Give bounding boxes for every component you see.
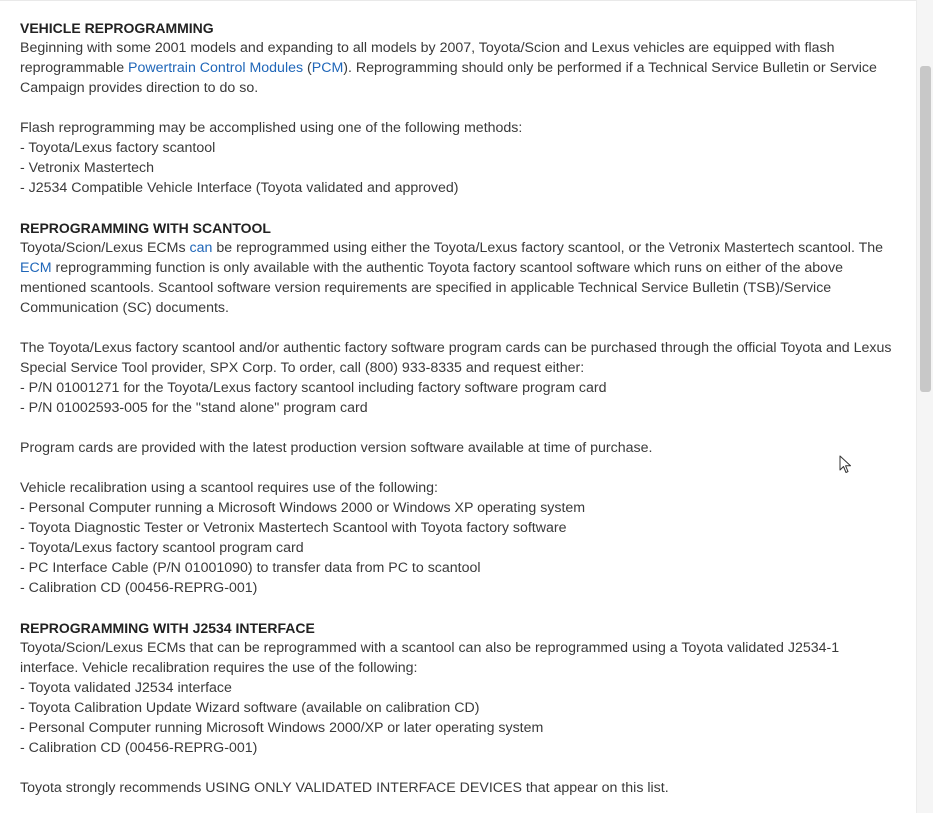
- heading-reprogramming-with-scantool: REPROGRAMMING WITH SCANTOOL: [20, 220, 271, 236]
- link-can[interactable]: can: [189, 240, 213, 256]
- link-powertrain-control-modules[interactable]: Powertrain Control Modules: [128, 60, 304, 76]
- list-item: - Toyota Calibration Update Wizard software (available on calibration CD): [20, 700, 480, 716]
- methods-intro: Flash reprogramming may be accomplished using one of the following methods:: [20, 120, 523, 136]
- list-item: - Toyota/Lexus factory scantool program card: [20, 540, 304, 556]
- paragraph-recommendation: Toyota strongly recommends USING ONLY VALIDATED INTERFACE DEVICES that appear on this list.: [20, 780, 669, 796]
- paragraph-intro: [20, 38, 900, 98]
- document-body: [0, 1, 900, 798]
- text-segment: (: [303, 60, 312, 76]
- list-item: - J2534 Compatible Vehicle Interface (Toyota validated and approved): [20, 180, 459, 196]
- list-item: - Calibration CD (00456-REPRG-001): [20, 740, 258, 756]
- text-segment: be reprogrammed using either the Toyota/Lexus factory scantool, or the Vetronix Mastertech scantool. The: [212, 240, 884, 256]
- heading-vehicle-reprogramming: VEHICLE REPROGRAMMING: [20, 20, 214, 36]
- paragraph-j2534: Toyota/Scion/Lexus ECMs that can be reprogrammed with a scantool can also be reprogrammed using a Toyota validated J2534-1 interface. Vehicle recalibration requires the use of the following:: [20, 640, 840, 676]
- scrollbar-thumb[interactable]: [920, 66, 931, 392]
- list-item: - Personal Computer running a Microsoft Windows 2000 or Windows XP operating system: [20, 500, 586, 516]
- list-item: - Toyota/Lexus factory scantool: [20, 140, 216, 156]
- vertical-scrollbar[interactable]: [916, 0, 933, 813]
- list-item: - Toyota Diagnostic Tester or Vetronix Mastertech Scantool with Toyota factory software: [20, 520, 567, 536]
- text-segment: Beginning with some 2001 models and expanding to all models by 2007, Toyota/Scion and Lexus vehicles are equipped with flash reprogrammable: [20, 40, 835, 76]
- list-item: - Toyota validated J2534 interface: [20, 680, 232, 696]
- list-item: - Calibration CD (00456-REPRG-001): [20, 580, 258, 596]
- heading-reprogramming-with-j2534: REPROGRAMMING WITH J2534 INTERFACE: [20, 620, 315, 636]
- link-ecm[interactable]: ECM: [20, 260, 52, 276]
- list-item: - Vetronix Mastertech: [20, 160, 155, 176]
- mouse-pointer-icon: [839, 455, 853, 475]
- text-segment: Toyota/Scion/Lexus ECMs: [20, 240, 190, 256]
- recalibration-intro: Vehicle recalibration using a scantool requires use of the following:: [20, 480, 438, 496]
- list-item: - P/N 01001271 for the Toyota/Lexus factory scantool including factory software program card: [20, 380, 607, 396]
- list-item: - PC Interface Cable (P/N 01001090) to transfer data from PC to scantool: [20, 560, 481, 576]
- text-segment: reprogramming function is only available with the authentic Toyota factory scantool software which runs on either of the above mentioned scantools. Scantool software version requirements are specified in applicable Technical Service Bulletin (TSB)/Service Communication (SC) documents.: [20, 260, 844, 316]
- list-item: - P/N 01002593-005 for the "stand alone" program card: [20, 400, 368, 416]
- paragraph-scantool: [20, 238, 900, 318]
- list-item: - Personal Computer running Microsoft Windows 2000/XP or later operating system: [20, 720, 544, 736]
- text-segment: ). Reprogramming should only be performed if a Technical Service Bulletin or Service Campaign provides direction to do so.: [20, 60, 877, 96]
- link-pcm[interactable]: PCM: [311, 60, 344, 76]
- paragraph-ordering: The Toyota/Lexus factory scantool and/or authentic factory software program cards can be purchased through the official Toyota and Lexus Special Service Tool provider, SPX Corp. To order, call (800) 933-8335 and request either:: [20, 340, 892, 376]
- paragraph-program-cards: Program cards are provided with the latest production version software available at time of purchase.: [20, 440, 653, 456]
